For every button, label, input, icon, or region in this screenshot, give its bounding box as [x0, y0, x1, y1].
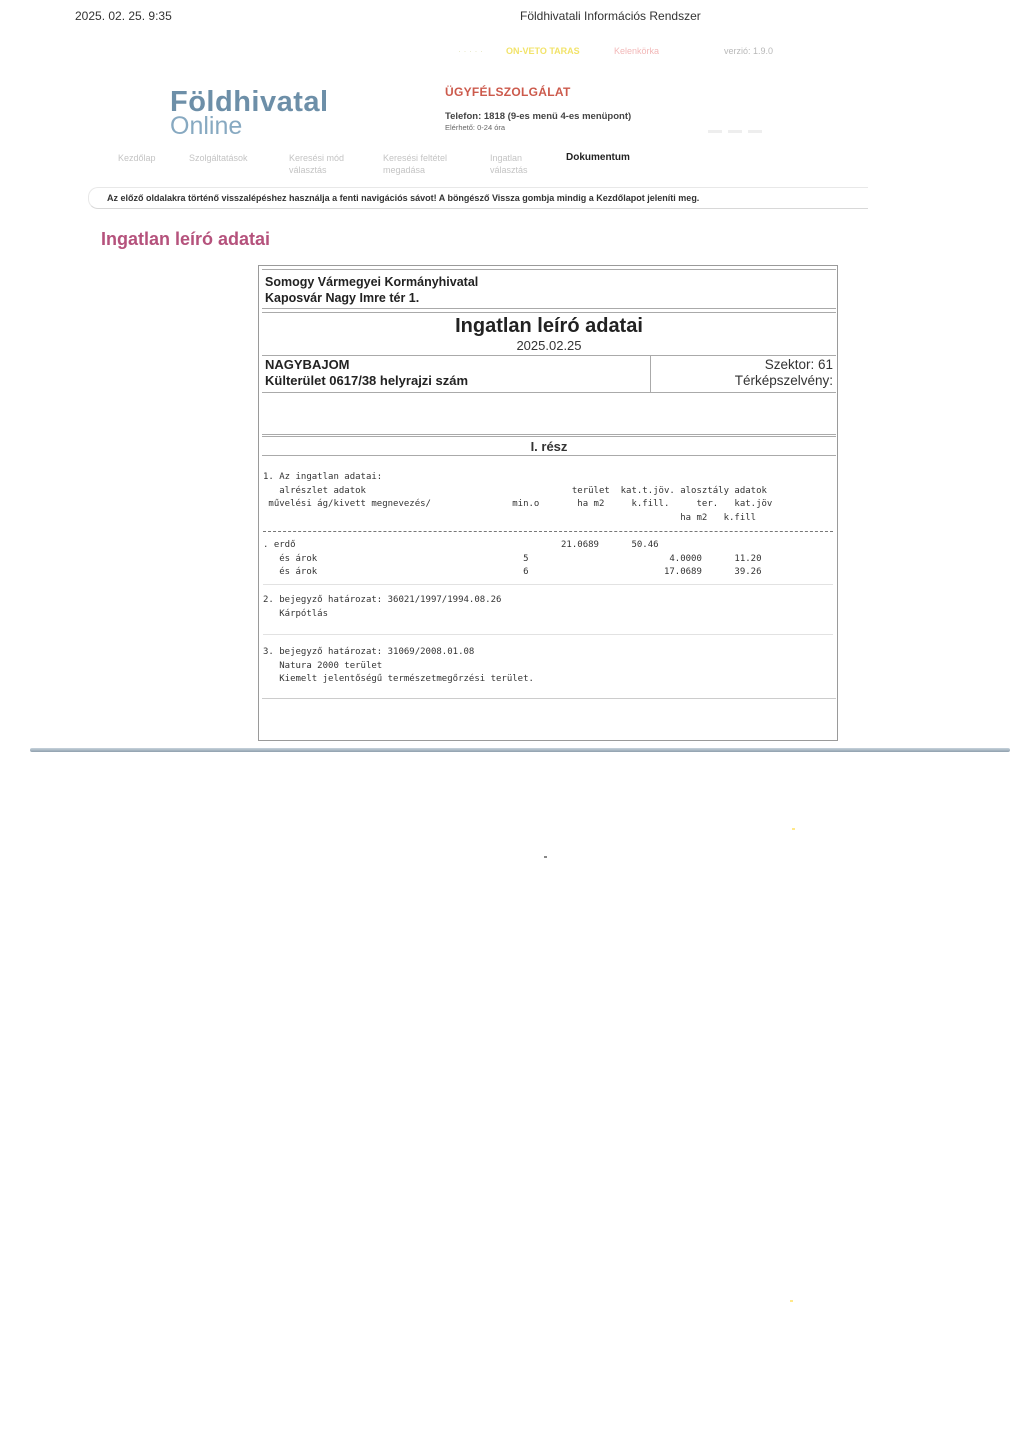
part-heading: I. rész	[262, 436, 836, 456]
nav-item-home[interactable]: Kezdőlap	[118, 153, 156, 163]
print-title: Földhivatali Információs Rendszer	[520, 9, 701, 23]
office-address: Kaposvár Nagy Imre tér 1.	[265, 291, 420, 305]
customer-service-availability: Elérhető: 0-24 óra	[445, 123, 506, 132]
print-header	[0, 9, 1024, 27]
customer-service-box	[445, 85, 705, 132]
document-date: 2025.02.25	[516, 338, 582, 353]
strip-item-faded[interactable]: · · · · ·	[458, 46, 483, 56]
scan-speck	[790, 1300, 793, 1302]
navigation-notice-text: Az előző oldalakra történő visszalépéshez használja a fenti navigációs sávot! A böngésző Vissza gombja mindig a Kezdőlapot jeleníti meg.	[107, 193, 700, 203]
property-document	[258, 265, 838, 741]
registration-decision-2: 2. bejegyző határozat: 36021/1997/1994.08.26 Kárpótlás	[263, 595, 502, 619]
navigation-notice-bar	[88, 187, 868, 209]
customer-service-phone: Telefon: 1818 (9-es menü 4-es menüpont)	[445, 111, 632, 122]
scan-speck	[544, 856, 547, 858]
nav-item-property-select[interactable]: Ingatlan választás	[490, 153, 528, 175]
map-sheet-label: Térképszelvény:	[734, 373, 833, 388]
strip-item-highlight[interactable]: ON-VETO TARAS	[506, 46, 580, 56]
property-location	[262, 355, 836, 393]
document-title: Ingatlan leíró adatai	[455, 315, 643, 337]
strip-item-link[interactable]: Kelenkörka	[614, 46, 660, 56]
top-utility-strip	[0, 46, 1024, 60]
document-footer-line	[262, 698, 836, 699]
page-bottom-rule	[30, 748, 1010, 752]
main-navigation	[0, 152, 1024, 182]
property-data-header: 1. Az ingatlan adatai: alrészlet adatok terület kat.t.jöv. alosztály adatok művelési ág/kivett megnevezés/ min.o ha m2 k.fill. ter. kat.jöv ha m2 k.fill	[263, 472, 773, 523]
property-identification	[262, 355, 651, 393]
sector-label: Szektor: 61	[764, 357, 833, 372]
table-divider	[263, 531, 833, 532]
faded-header-decoration	[708, 120, 778, 132]
map-reference	[653, 357, 833, 389]
parcel-number: Külterület 0617/38 helyrajzi szám	[265, 373, 469, 388]
nav-item-services[interactable]: Szolgáltatások	[189, 153, 248, 163]
blank-section	[262, 394, 836, 435]
office-name: Somogy Vármegyei Kormányhivatal	[265, 275, 479, 289]
property-data-rows: . erdő 21.0689 50.46 és árok 5 4.0000 11.20 és árok 6 17.0689 39.26	[263, 540, 762, 577]
nav-item-search-mode[interactable]: Keresési mód választás	[289, 153, 345, 175]
registration-decision-3: 3. bejegyző határozat: 31069/2008.01.08 Natura 2000 terület Kiemelt jelentőségű természetmegőrzési terület.	[263, 647, 534, 684]
nav-item-document[interactable]: Dokumentum	[566, 152, 630, 163]
print-date: 2025. 02. 25. 9:35	[75, 9, 172, 23]
nav-item-search-criteria[interactable]: Keresési feltétel megadása	[383, 153, 448, 175]
logo-main-text: Földhivatal	[170, 86, 329, 118]
section-separator	[263, 584, 833, 585]
version-label: verzió: 1.9.0	[724, 46, 774, 56]
document-title-box	[262, 312, 836, 356]
scan-speck	[792, 828, 795, 830]
logo-sub-text: Online	[170, 112, 243, 140]
section-separator	[263, 634, 833, 635]
settlement-name: NAGYBAJOM	[265, 357, 350, 372]
foldhivatal-online-logo[interactable]	[170, 88, 370, 140]
customer-service-title: ÜGYFÉLSZOLGÁLAT	[445, 85, 571, 99]
page-title: Ingatlan leíró adatai	[101, 229, 271, 249]
issuing-office	[262, 269, 836, 309]
